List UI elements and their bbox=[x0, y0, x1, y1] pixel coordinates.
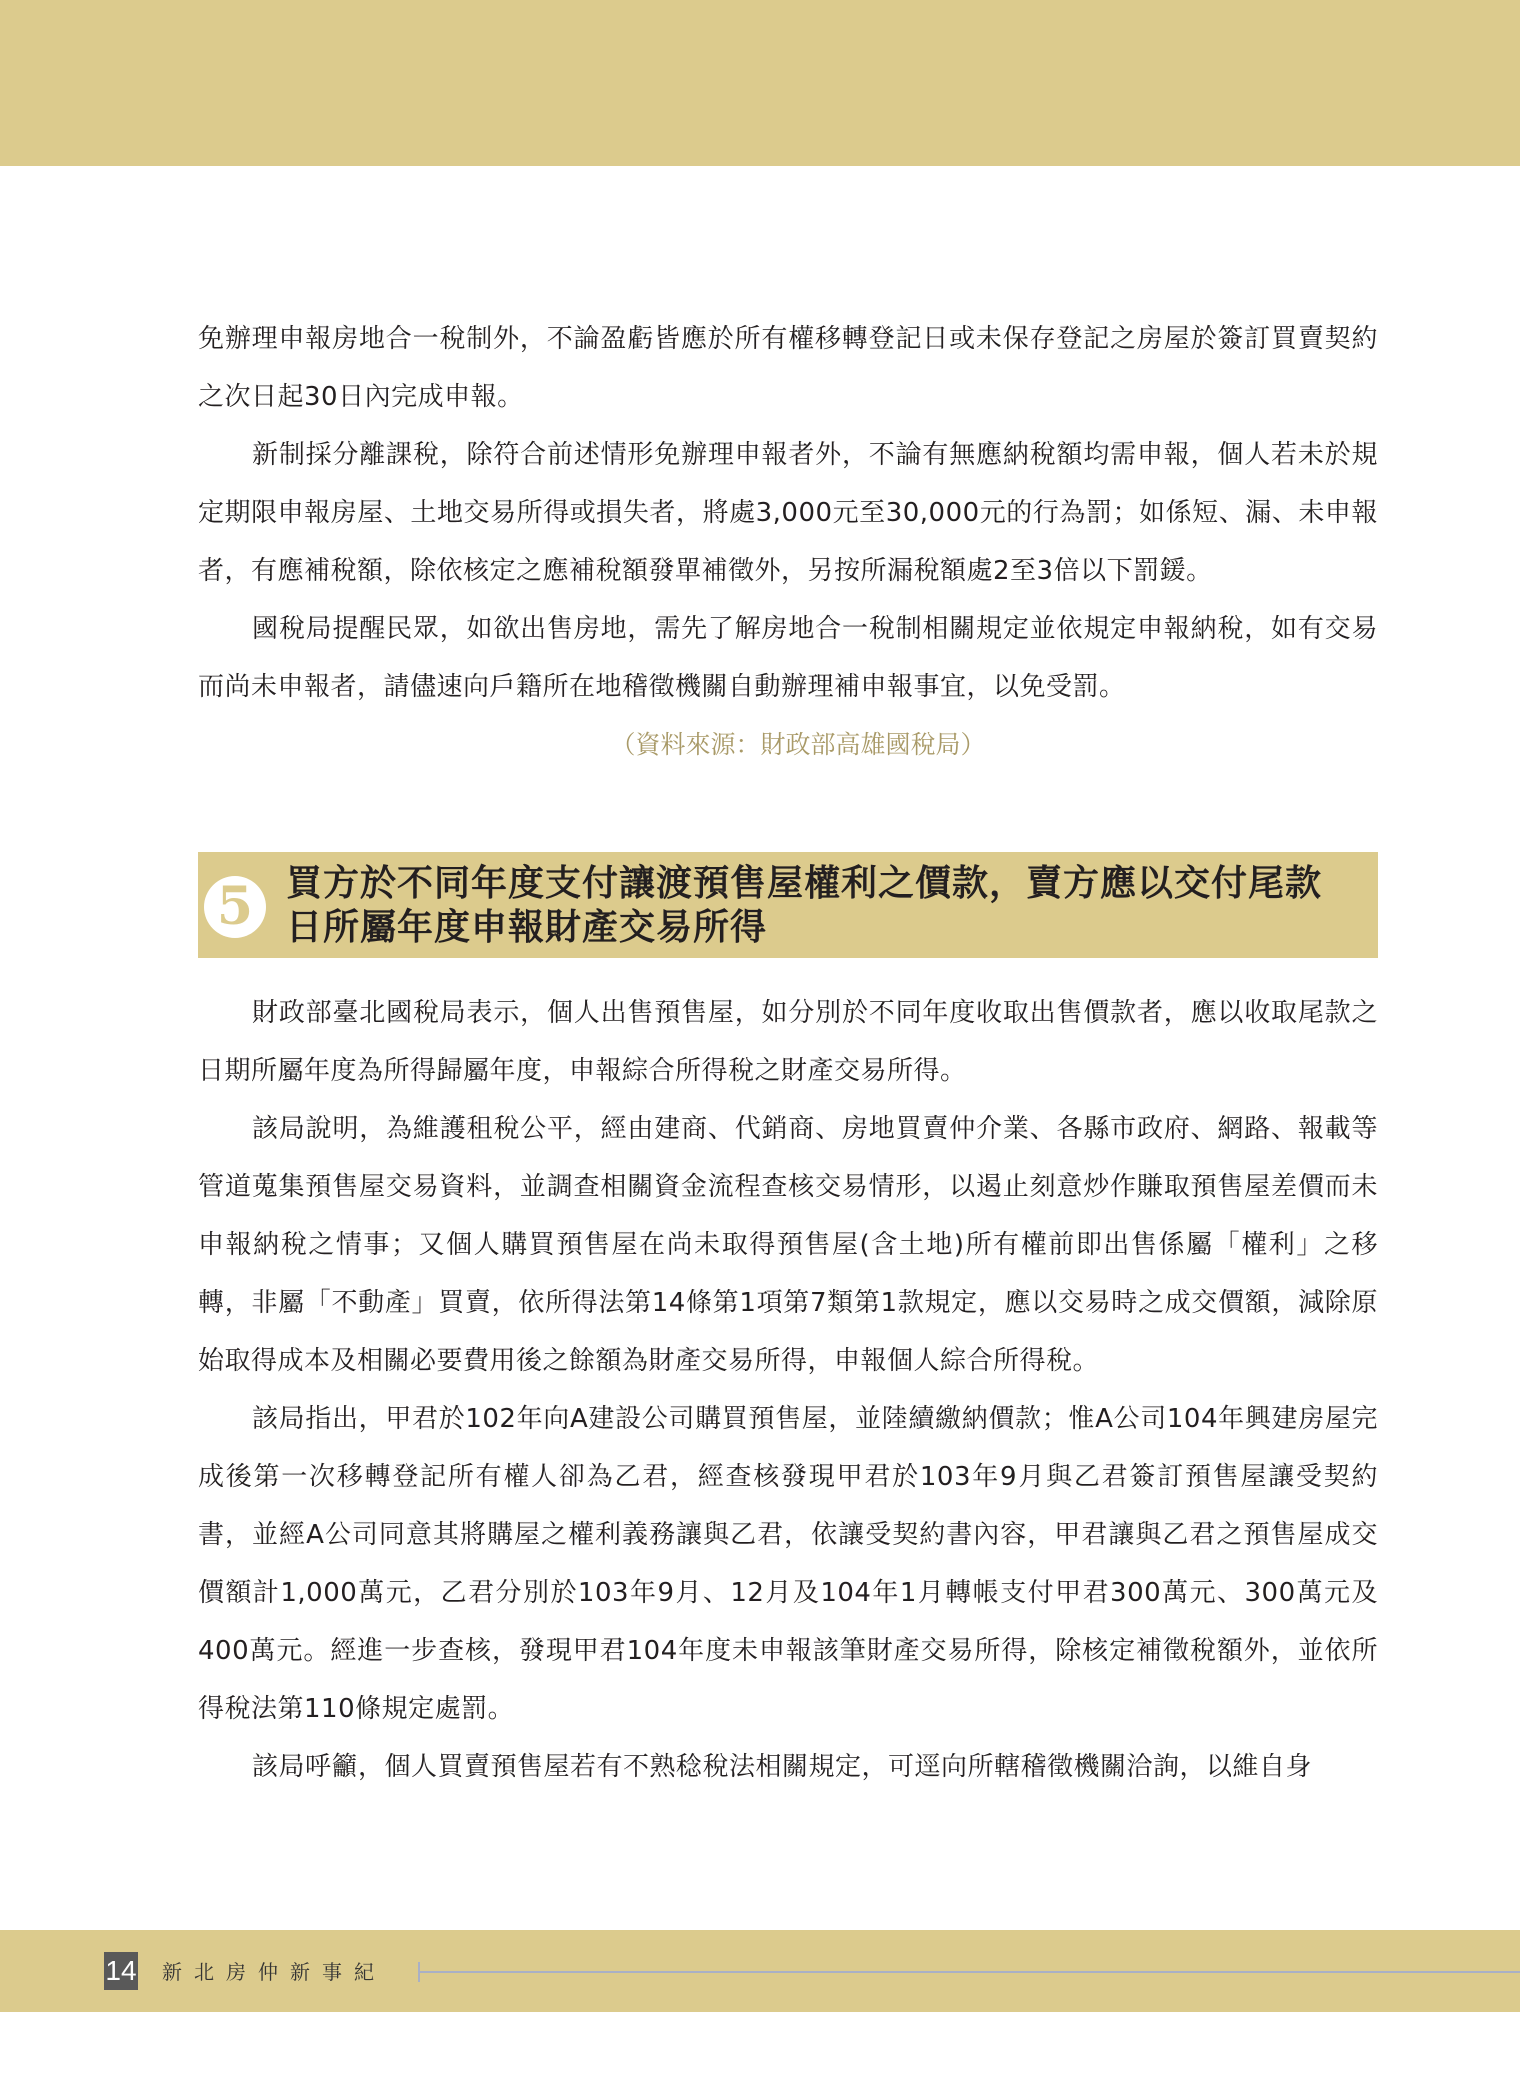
footer-rule bbox=[418, 1971, 1520, 1973]
paragraph: 財政部臺北國稅局表示，個人出售預售屋，如分別於不同年度收取出售價款者，應以收取尾款之日期所屬年度為所得歸屬年度，申報綜合所得稅之財產交易所得。 bbox=[198, 998, 1378, 1086]
top-header-band bbox=[0, 0, 1520, 166]
footer-band bbox=[0, 1930, 1520, 2012]
source-citation: （資料來源：財政部高雄國稅局） bbox=[610, 730, 986, 759]
page-number: 14 bbox=[104, 1952, 138, 1990]
section-header bbox=[198, 852, 1378, 958]
paragraph: 新制採分離課稅，除符合前述情形免辦理申報者外，不論有無應納稅額均需申報，個人若未於規定期限申報房屋、土地交易所得或損失者，將處3,000元至30,000元的行為罰；如係短、漏、未申報者，有應補稅額，除依核定之應補稅額發單補徵外，另按所漏稅額處2至3倍以下罰鍰。 bbox=[198, 440, 1378, 586]
section-number-badge: 5 bbox=[204, 876, 266, 938]
paragraph: 該局說明，為維護租稅公平，經由建商、代銷商、房地買賣仲介業、各縣市政府、網路、報載等管道蒐集預售屋交易資料，並調查相關資金流程查核交易情形，以遏止刻意炒作賺取預售屋差價而未申報納稅之情事；又個人購買預售屋在尚未取得預售屋(含土地)所有權前即出售係屬「權利」之移轉，非屬「不動產」買賣，依所得法第14條第1項第7類第1款規定，應以交易時之成交價額，減除原始取得成本及相關必要費用後之餘額為財產交易所得，申報個人綜合所得稅。 bbox=[198, 1114, 1378, 1376]
section-body bbox=[198, 984, 1378, 1796]
paragraph: 該局呼籲，個人買賣預售屋若有不熟稔稅法相關規定，可逕向所轄稽徵機關洽詢，以維自身 bbox=[252, 1752, 1313, 1782]
paragraph: 免辦理申報房地合一稅制外，不論盈虧皆應於所有權移轉登記日或未保存登記之房屋於簽訂買賣契約之次日起30日內完成申報。 bbox=[198, 324, 1378, 412]
paragraph: 國稅局提醒民眾，如欲出售房地，需先了解房地合一稅制相關規定並依規定申報納稅，如有交易而尚未申報者，請儘速向戶籍所在地稽徵機關自動辦理補申報事宜，以免受罰。 bbox=[198, 614, 1378, 702]
section-title: 買方於不同年度支付讓渡預售屋權利之價款，賣方應以交付尾款日所屬年度申報財產交易所得 bbox=[286, 863, 1323, 948]
magazine-title: 新北房仲新事紀 bbox=[162, 1960, 386, 1984]
paragraph: 該局指出，甲君於102年向A建設公司購買預售屋，並陸續繳納價款；惟A公司104年興建房屋完成後第一次移轉登記所有權人卻為乙君，經查核發現甲君於103年9月與乙君簽訂預售屋讓受契約書，並經A公司同意其將購屋之權利義務讓與乙君，依讓受契約書內容，甲君讓與乙君之預售屋成交價額計1,000萬元，乙君分別於103年9月、12月及104年1月轉帳支付甲君300萬元、300萬元及400萬元。經進一步查核，發現甲君104年度未申報該筆財產交易所得，除核定補徵稅額外，並依所得稅法第110條規定處罰。 bbox=[198, 1404, 1378, 1724]
article-body bbox=[198, 310, 1378, 1796]
